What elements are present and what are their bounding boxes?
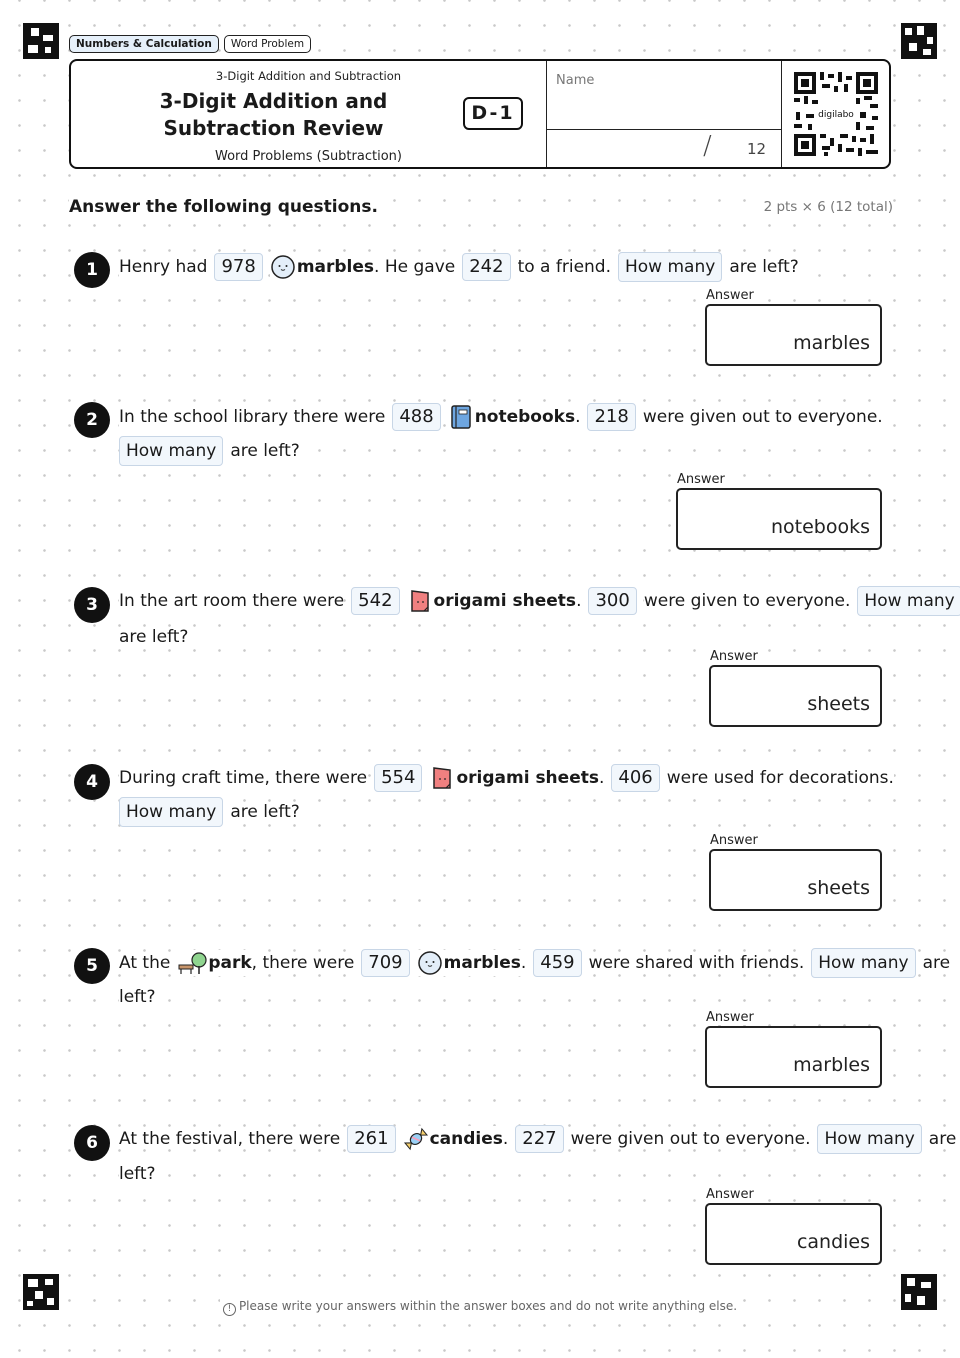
question-number-3: 3 [74,587,110,623]
number-box: 542 [351,587,399,615]
how-many-box: How many [119,436,223,466]
number-box: 459 [533,949,581,977]
worksheet-header [69,59,891,169]
question-text: At the [119,953,171,973]
score-total: 12 [747,140,767,158]
question-text: . [576,591,582,611]
how-many-box: How many [857,586,960,616]
points-info: 2 pts × 6 (12 total) [763,199,893,215]
answer-box-3[interactable] [709,665,882,727]
question-6-text [119,1121,956,1157]
origami-sheet-icon [407,588,433,614]
answer-unit: sheets [807,877,870,899]
question-4-text [119,760,894,796]
question-text: are left? [119,627,189,647]
question-text: were shared with friends. [588,953,805,973]
question-5-text-line2 [119,979,156,1015]
question-2-text [119,399,883,435]
question-text: are [922,953,951,973]
notebook-icon [448,404,474,430]
item-origami-sheets: origami sheets [429,765,599,791]
question-text: left? [119,1164,156,1184]
instructions: Answer the following questions. [69,197,382,217]
answer-box-6[interactable] [705,1203,882,1265]
tag-word-problem: Word Problem [224,35,311,53]
answer-box-2[interactable] [676,488,882,550]
name-label: Name [556,73,595,88]
how-many-box: How many [811,948,915,978]
question-text: . [575,407,581,427]
question-text: At the festival, there were [119,1129,341,1149]
item-notebooks: notebooks [448,404,575,430]
score-slash: / [703,131,712,161]
tag-numbers-calculation: Numbers & Calculation [69,35,219,53]
number-box: 242 [462,253,510,281]
question-text: In the school library there were [119,407,386,427]
question-text: were used for decorations. [666,768,894,788]
question-text: . [502,1129,509,1149]
answer-label: Answer [677,472,725,487]
number-box: 978 [214,253,262,281]
corner-marker-top-left [23,23,59,59]
answer-label: Answer [710,649,758,664]
answer-unit: candies [796,1231,870,1253]
number-box: 300 [588,587,636,615]
answer-label: Answer [706,1010,754,1025]
how-many-box: How many [817,1124,921,1154]
question-1-text [119,249,799,285]
answer-box-4[interactable] [709,849,882,911]
question-6-text-line2 [119,1156,156,1192]
score-field[interactable] [547,130,782,167]
item-marbles: marbles [417,950,521,976]
answer-unit: notebooks [770,516,870,538]
item-candies: candies [403,1126,503,1152]
worksheet-title: 3-Digit Addition and Subtraction Review [159,89,388,140]
footer-text: Please write your answers within the answer boxes and do not write anything else. [238,1299,738,1313]
number-box: 227 [515,1125,563,1153]
question-text: to a friend. [517,257,611,277]
question-number-4: 4 [74,764,110,800]
answer-label: Answer [710,833,758,848]
worksheet-topic: Word Problems (Subtraction) [215,149,402,164]
question-number-6: 6 [74,1125,110,1161]
title-panel [71,61,547,167]
park-icon [177,950,207,976]
number-box: 261 [347,1125,395,1153]
qr-code [794,72,878,156]
answer-unit: marbles [793,1054,870,1076]
question-text: . [520,953,527,973]
question-text: Henry had [119,257,208,277]
answer-label: Answer [706,288,754,303]
question-number-2: 2 [74,402,110,438]
corner-marker-top-right [901,23,937,59]
number-box: 554 [374,764,422,792]
answer-unit: marbles [793,332,870,354]
worksheet-subtitle: 3-Digit Addition and Subtraction [215,69,402,83]
question-4-text-line2 [119,794,300,830]
svg-text:digilabo: digilabo [818,110,854,120]
number-box: 218 [587,403,635,431]
question-text: are left? [729,257,799,277]
question-5-text [119,945,950,981]
question-3-text [119,583,960,619]
item-marbles: marbles [270,254,374,280]
question-text: . He gave [374,257,456,277]
name-field[interactable] [547,61,782,130]
answer-box-1[interactable] [705,304,882,366]
candy-icon [403,1126,429,1152]
answer-unit: sheets [807,693,870,715]
question-number-5: 5 [74,948,110,984]
how-many-box: How many [119,797,223,827]
category-tags [69,35,311,53]
worksheet-code-badge: D-1 [463,97,523,130]
question-2-text-line2 [119,433,300,469]
how-many-box: How many [618,252,722,282]
origami-sheet-icon [429,765,455,791]
item-origami-sheets: origami sheets [407,588,577,614]
question-text: were given to everyone. [643,591,851,611]
item-park: park [177,950,251,976]
number-box: 488 [392,403,440,431]
question-text: In the art room there were [119,591,345,611]
question-text: left? [119,987,156,1007]
answer-label: Answer [706,1187,754,1202]
question-text: . [598,768,605,788]
question-text: are left? [230,802,300,822]
info-icon: ! [223,1303,236,1316]
number-box: 709 [361,949,409,977]
marble-icon [270,254,296,280]
answer-box-5[interactable] [705,1026,882,1088]
question-number-1: 1 [74,252,110,288]
question-text: During craft time, there were [119,768,368,788]
number-box: 406 [611,764,659,792]
question-text: are left? [230,441,300,461]
question-text: were given out to everyone. [642,407,883,427]
question-text: , there were [251,953,355,973]
question-text: were given out to everyone. [570,1129,811,1149]
question-3-text-line2 [119,619,188,655]
footer-note [0,1299,960,1316]
marble-icon [417,950,443,976]
question-text: are [928,1129,957,1149]
